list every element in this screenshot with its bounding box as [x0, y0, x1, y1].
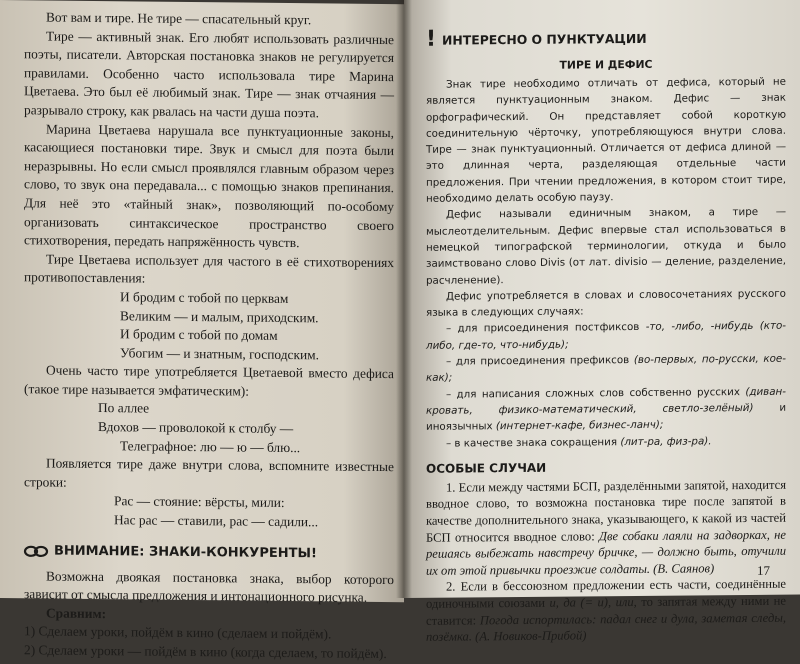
page-number: 17 — [757, 562, 770, 578]
callout-heading — [24, 539, 394, 567]
verse-line: И бродим с тобой по домам — [120, 326, 278, 344]
verse-line: Вдохов — проволокой к столбу — — [98, 419, 294, 437]
paragraph: Марина Цветаева нарушала все пунктуационные законы, касающиеся постановки тире. Звук и смысл для поэта были неразрывны. Но если смысл проявлялся главным образом через слово, то звук она передавала... с помощью знаков препинания. Для неё это «тайный знак», позволяющий по-особому организовать синтаксическое пространство своего стихотворения, передать напряжённость чувств. — [24, 121, 394, 251]
list-item: – в качестве знака сокращения (лит-ра, физ-ра). — [446, 434, 712, 450]
poem-quote — [24, 399, 394, 459]
subheading: ТИРЕ И ДЕФИС — [559, 57, 653, 72]
verse-line: Рас — стояние: вёрсты, мили: — [114, 493, 285, 511]
paragraph: 2. Если в бессоюзном предложении есть части, соединённые одиночными союзами и, да (= и), или, то запятая между ними не ставится: Погода испортилась: падал снег и дула, заметая следы, позёмка. (А. Новиков-Прибой) — [426, 577, 787, 644]
paragraph: Вот вам и тире. Не тире — спасательный круг. — [46, 9, 312, 28]
paragraph: Дефис употребляется в словах и словосочетаниях русского языка в следующих случаях: — [426, 287, 786, 319]
poem-quote — [24, 287, 394, 365]
paragraph: Возможна двоякая постановка знака, выбор которого зависит от смысла предложения и интонационного рисунка. — [24, 568, 394, 606]
link-icon — [24, 539, 48, 563]
compare-label: Сравним: — [46, 605, 107, 621]
verse-line: Великим — и малым, приходским. — [120, 307, 319, 325]
right-page — [404, 0, 800, 644]
verse-line: И бродим с тобой по церквам — [120, 289, 289, 306]
paragraph: Знак тире необходимо отличать от дефиса, который не является пунктуационным знаком. Дефис — знак орфографический. Он представляет собой короткую соединительную чёрточку, употребляющуюся внутри слова. Тире — знак пунктуационный. Отличается от дефиса длиной — это длинная черта, разделяющая отдельные части предложения. При чтении предложения, в котором стоит тире, необходимо делать особую паузу. — [426, 75, 786, 205]
callout-title: ВНИМАНИЕ: ЗНАКИ-КОНКУРЕНТЫ! — [54, 543, 317, 562]
verse-line: По аллее — [98, 400, 150, 417]
poem-quote — [24, 492, 394, 533]
paragraph: Тире — активный знак. Его любят использовать различные поэты, писатели. Авторская постановка знаков не регулируется правилами. Особенно часто использовала тире Марина Цветаева. Это был её любимый знак. Тире — знак отчаяния — разрывало строку, как рвалась на части душа поэта. — [24, 28, 394, 121]
list-item: – для присоединения префиксов (во-первых, по-русски, кое-как); — [426, 352, 786, 385]
example-line: 2) Сделаем уроки — пойдём в кино (когда сделаем, то пойдём). — [24, 642, 387, 662]
verse-line: Нас рас — ставили, рас — садили... — [114, 512, 319, 530]
paragraph: Тире Цветаева использует для частого в её стихотворениях противопоставления: — [24, 251, 394, 286]
paragraph: Очень часто тире употребляется Цветаевой вместо дефиса (такое тире называется эмфатическим): — [24, 362, 394, 399]
book-gutter — [396, 0, 412, 598]
verse-line: Убогим — и знатным, господским. — [120, 344, 319, 363]
section-heading: ОСОБЫЕ СЛУЧАИ — [426, 460, 547, 476]
paragraph: Появляется тире даже внутри слова, вспомните известные строки: — [24, 455, 394, 490]
section-header — [426, 27, 786, 50]
section-title: ИНТЕРЕСНО О ПУНКТУАЦИИ — [442, 30, 647, 48]
verse-line: Телеграфное: лю — ю — блю... — [120, 437, 301, 455]
example-line: 1) Сделаем уроки, пойдём в кино (сделаем и пойдём). — [24, 623, 332, 642]
list-item: – для присоединения постфиксов -то, -либо, -нибудь (кто-либо, где-то, что-нибудь); — [426, 320, 786, 352]
paragraph: 1. Если между частями БСП, разделёнными запятой, находится вводное слово, то возможна постановка тире после запятой в качестве дополнительного знака, указывающего, к какой из частей БСП относится вводное слово: Две собаки лаяли на задворках, не решаясь выбежать навстречу бричке, — должно быть, отучили их от этой привычки проезжие солдаты. (В. Саянов) — [426, 477, 787, 578]
exclamation-icon: ! — [426, 26, 437, 52]
paragraph: Дефис называли единичным знаком, а тире — мыслеотделительным. Дефис впервые стал использоваться в немецкой типографской терминологии, откуда и было заимствовано слово Divis (от лат. divisio — деление, разделение, расчленение). — [426, 206, 786, 287]
list-item: – для написания сложных слов собственно русских (диван-кровать, физико-математический, светло-зелёный) и иноязычных (интернет-кафе, бизнес-ланч); — [426, 385, 787, 434]
